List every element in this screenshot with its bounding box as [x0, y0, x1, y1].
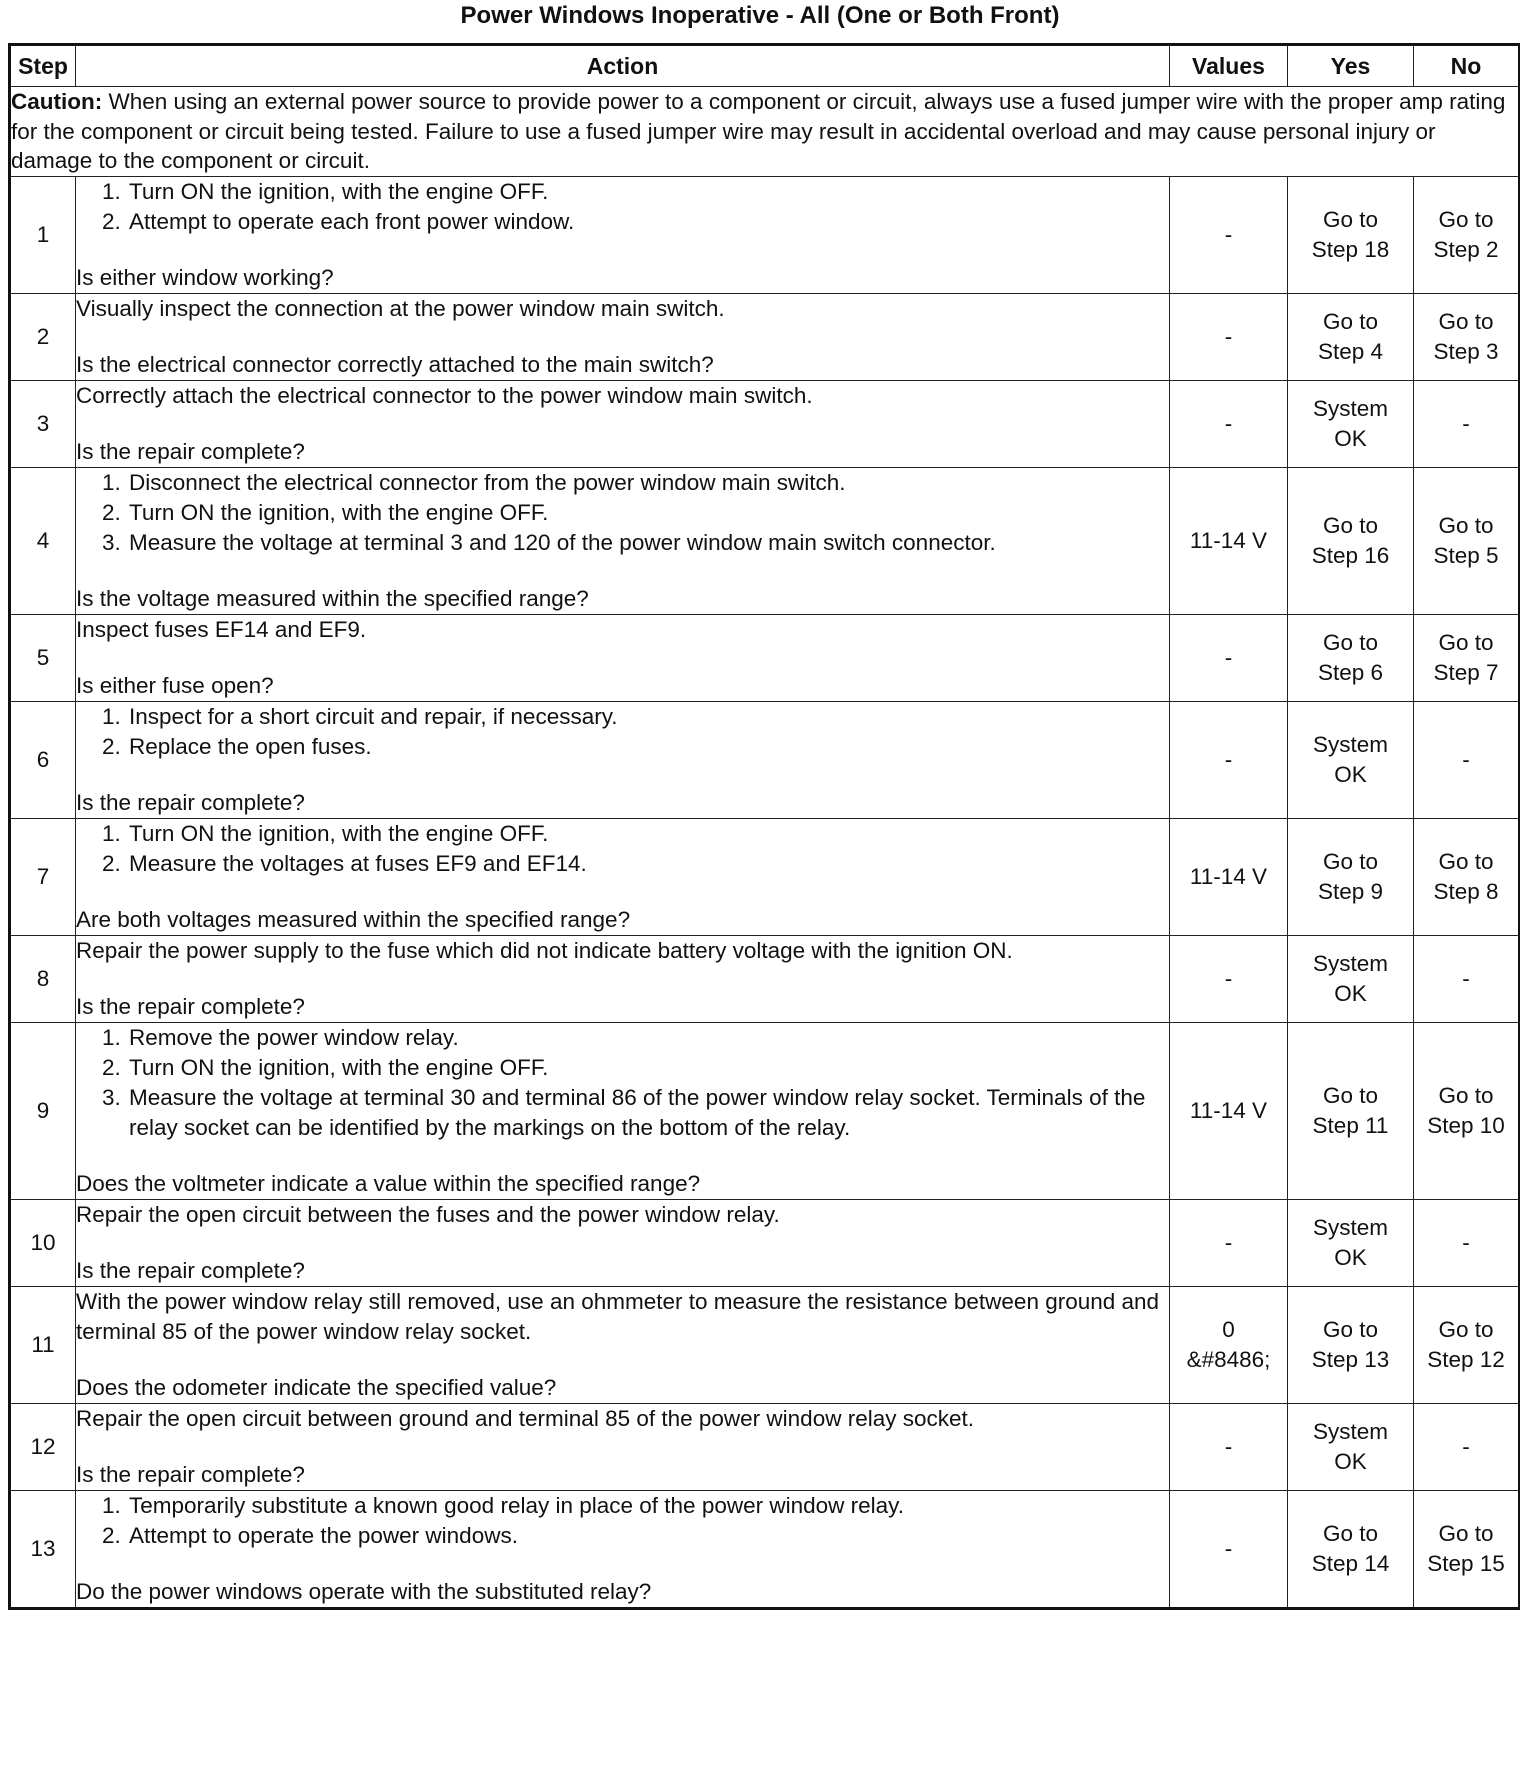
step-row — [10, 467, 1520, 614]
action-list-item: 3. Measure the voltage at terminal 30 and terminal 86 of the power window relay socket. Terminals of the relay socket can be identified by the markings on the bottom of the relay. — [127, 1083, 1169, 1143]
step-row — [10, 1403, 1520, 1490]
step-value: - — [1170, 176, 1288, 293]
step-value: - — [1170, 701, 1288, 818]
step-action — [76, 935, 1170, 1022]
header-action: Action — [76, 45, 1170, 87]
action-list — [76, 819, 1169, 879]
step-number: 8 — [10, 935, 76, 1022]
header-yes: Yes — [1288, 45, 1414, 87]
step-action — [76, 467, 1170, 614]
action-instruction: Inspect fuses EF14 and EF9. — [76, 616, 367, 642]
step-no-result: Go to Step 2 — [1414, 176, 1520, 293]
step-value: - — [1170, 293, 1288, 380]
step-action — [76, 1199, 1170, 1286]
action-list — [76, 177, 1169, 237]
step-row — [10, 1022, 1520, 1199]
step-yes-result: Go to Step 11 — [1288, 1022, 1414, 1199]
action-instruction: Repair the open circuit between ground and terminal 85 of the power window relay socket. — [76, 1405, 975, 1431]
step-action — [76, 1403, 1170, 1490]
step-action — [76, 1022, 1170, 1199]
step-number: 12 — [10, 1403, 76, 1490]
step-row — [10, 935, 1520, 1022]
document-title: Power Windows Inoperative - All (One or Both Front) — [460, 2, 1060, 29]
action-list-item: 3. Measure the voltage at terminal 3 and 120 of the power window main switch connector. — [127, 528, 1169, 558]
header-no: No — [1414, 45, 1520, 87]
action-question: Is the voltage measured within the specified range? — [76, 585, 589, 611]
step-no-result: Go to Step 7 — [1414, 614, 1520, 701]
step-row — [10, 614, 1520, 701]
action-list-item: 2. Replace the open fuses. — [127, 732, 1169, 762]
step-row — [10, 1490, 1520, 1608]
step-value: - — [1170, 1490, 1288, 1608]
step-value: - — [1170, 1403, 1288, 1490]
step-value: 11-14 V — [1170, 818, 1288, 935]
action-list-item: 1. Turn ON the ignition, with the engine OFF. — [127, 177, 1169, 207]
step-no-result: Go to Step 5 — [1414, 467, 1520, 614]
step-number: 13 — [10, 1490, 76, 1608]
action-question: Is either window working? — [76, 264, 334, 290]
step-action — [76, 176, 1170, 293]
step-number: 1 — [10, 176, 76, 293]
action-question: Are both voltages measured within the specified range? — [76, 906, 631, 932]
action-question: Do the power windows operate with the substituted relay? — [76, 1578, 652, 1604]
step-no-result: - — [1414, 1199, 1520, 1286]
action-list-item: 1. Disconnect the electrical connector from the power window main switch. — [127, 468, 1169, 498]
step-number: 10 — [10, 1199, 76, 1286]
action-list-item: 2. Attempt to operate each front power window. — [127, 207, 1169, 237]
step-row — [10, 380, 1520, 467]
step-number: 9 — [10, 1022, 76, 1199]
step-yes-result: System OK — [1288, 380, 1414, 467]
step-row — [10, 701, 1520, 818]
step-no-result: Go to Step 10 — [1414, 1022, 1520, 1199]
step-no-result: Go to Step 8 — [1414, 818, 1520, 935]
step-action — [76, 1490, 1170, 1608]
action-question: Is the repair complete? — [76, 993, 305, 1019]
caution-note — [10, 87, 1520, 177]
step-yes-result: System OK — [1288, 701, 1414, 818]
step-number: 11 — [10, 1286, 76, 1403]
step-yes-result: Go to Step 18 — [1288, 176, 1414, 293]
action-list-item: 1. Remove the power window relay. — [127, 1023, 1169, 1053]
action-question: Is the repair complete? — [76, 1461, 305, 1487]
step-no-result: - — [1414, 380, 1520, 467]
step-value: - — [1170, 1199, 1288, 1286]
action-instruction: Visually inspect the connection at the power window main switch. — [76, 295, 725, 321]
action-question: Is the repair complete? — [76, 789, 305, 815]
action-instruction: Repair the open circuit between the fuses and the power window relay. — [76, 1201, 780, 1227]
action-instruction: Repair the power supply to the fuse which did not indicate battery voltage with the ignition ON. — [76, 937, 1013, 963]
step-value: 0 &#8486; — [1170, 1286, 1288, 1403]
step-yes-result: Go to Step 4 — [1288, 293, 1414, 380]
step-number: 4 — [10, 467, 76, 614]
step-row — [10, 293, 1520, 380]
action-question: Is either fuse open? — [76, 672, 274, 698]
step-number: 5 — [10, 614, 76, 701]
step-yes-result: Go to Step 16 — [1288, 467, 1414, 614]
action-list — [76, 1491, 1169, 1551]
step-no-result: Go to Step 3 — [1414, 293, 1520, 380]
step-no-result: - — [1414, 935, 1520, 1022]
step-yes-result: Go to Step 6 — [1288, 614, 1414, 701]
step-number: 2 — [10, 293, 76, 380]
action-instruction: Correctly attach the electrical connector to the power window main switch. — [76, 382, 813, 408]
action-list — [76, 702, 1169, 762]
action-question: Is the repair complete? — [76, 1257, 305, 1283]
header-values: Values — [1170, 45, 1288, 87]
step-value: - — [1170, 935, 1288, 1022]
step-value: - — [1170, 380, 1288, 467]
step-action — [76, 701, 1170, 818]
action-instruction: With the power window relay still removed, use an ohmmeter to measure the resistance between ground and terminal 85 of the power window relay socket. — [76, 1288, 1160, 1344]
action-list-item: 1. Turn ON the ignition, with the engine OFF. — [127, 819, 1169, 849]
step-yes-result: Go to Step 13 — [1288, 1286, 1414, 1403]
step-row — [10, 818, 1520, 935]
step-row — [10, 1199, 1520, 1286]
action-list-item: 1. Temporarily substitute a known good relay in place of the power window relay. — [127, 1491, 1169, 1521]
action-question: Is the electrical connector correctly attached to the main switch? — [76, 351, 714, 377]
action-list-item: 2. Turn ON the ignition, with the engine OFF. — [127, 1053, 1169, 1083]
step-yes-result: Go to Step 9 — [1288, 818, 1414, 935]
step-number: 7 — [10, 818, 76, 935]
caution-text: When using an external power source to provide power to a component or circuit, always use a fused jumper wire with the proper amp rating for the component or circuit being tested. Failure to use a fused jumper wire may result in accidental overload and may cause personal injury or damage to the component or circuit. — [11, 89, 1506, 173]
step-yes-result: System OK — [1288, 1199, 1414, 1286]
step-yes-result: System OK — [1288, 935, 1414, 1022]
action-question: Is the repair complete? — [76, 438, 305, 464]
action-question: Does the voltmeter indicate a value within the specified range? — [76, 1170, 701, 1196]
header-row — [10, 45, 1520, 87]
step-action — [76, 614, 1170, 701]
diagnostic-table — [8, 43, 1520, 1610]
action-list-item: 1. Inspect for a short circuit and repair, if necessary. — [127, 702, 1169, 732]
step-number: 3 — [10, 380, 76, 467]
step-yes-result: Go to Step 14 — [1288, 1490, 1414, 1608]
action-list-item: 2. Turn ON the ignition, with the engine OFF. — [127, 498, 1169, 528]
step-row — [10, 1286, 1520, 1403]
caution-label: Caution: — [11, 89, 103, 114]
step-row — [10, 176, 1520, 293]
step-value: 11-14 V — [1170, 1022, 1288, 1199]
step-no-result: Go to Step 15 — [1414, 1490, 1520, 1608]
header-step: Step — [10, 45, 76, 87]
step-value: 11-14 V — [1170, 467, 1288, 614]
step-action — [76, 380, 1170, 467]
step-action — [76, 818, 1170, 935]
step-action — [76, 293, 1170, 380]
action-question: Does the odometer indicate the specified value? — [76, 1374, 557, 1400]
step-no-result: - — [1414, 701, 1520, 818]
step-no-result: Go to Step 12 — [1414, 1286, 1520, 1403]
step-action — [76, 1286, 1170, 1403]
step-no-result: - — [1414, 1403, 1520, 1490]
step-value: - — [1170, 614, 1288, 701]
step-number: 6 — [10, 701, 76, 818]
action-list-item: 2. Attempt to operate the power windows. — [127, 1521, 1169, 1551]
action-list — [76, 1023, 1169, 1143]
action-list — [76, 468, 1169, 558]
action-list-item: 2. Measure the voltages at fuses EF9 and EF14. — [127, 849, 1169, 879]
caution-row — [10, 87, 1520, 177]
step-yes-result: System OK — [1288, 1403, 1414, 1490]
